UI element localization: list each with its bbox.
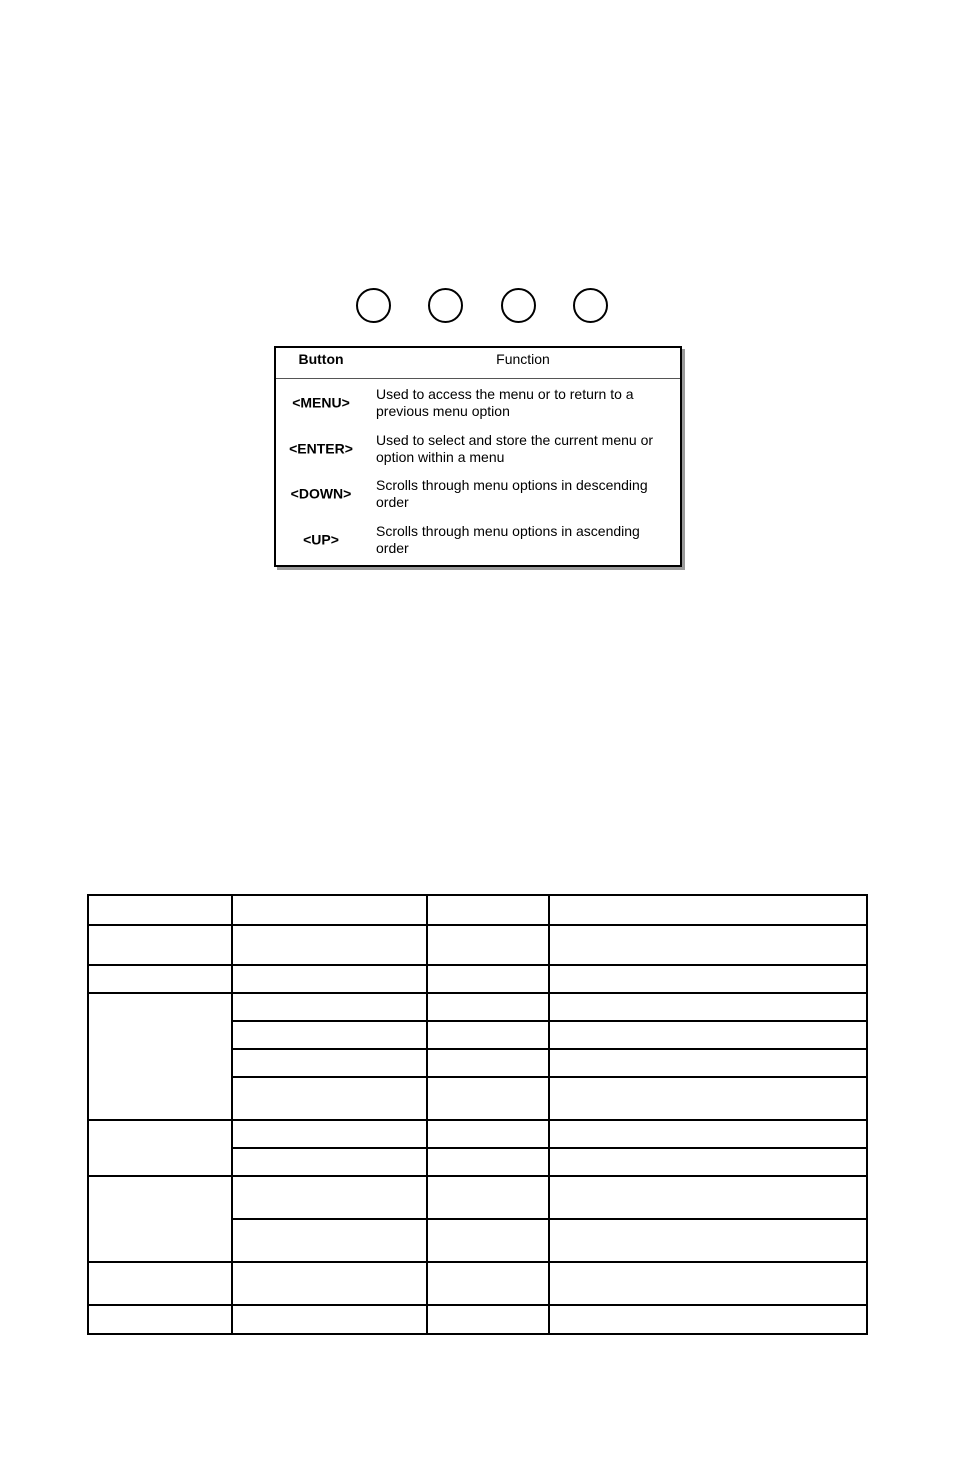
table-cell — [232, 1219, 427, 1262]
table-row — [88, 1120, 867, 1148]
button-function: Scrolls through menu options in ascending order — [376, 523, 640, 556]
table-cell — [427, 1148, 549, 1176]
table-cell — [427, 1120, 549, 1148]
table-cell — [549, 1305, 867, 1334]
table-cell — [88, 1305, 232, 1334]
empty-settings-grid — [87, 894, 868, 1335]
table-cell — [427, 925, 549, 965]
table-cell — [88, 925, 232, 965]
table-cell — [88, 965, 232, 993]
table-cell — [427, 1219, 549, 1262]
table-cell — [549, 1219, 867, 1262]
table-cell — [549, 1021, 867, 1049]
table-cell — [427, 965, 549, 993]
table-cell — [232, 965, 427, 993]
table-cell — [427, 895, 549, 925]
table-cell — [232, 1148, 427, 1176]
menu-round-button[interactable] — [356, 288, 391, 323]
button-row-down — [276, 471, 680, 517]
table-cell — [549, 1176, 867, 1219]
table-cell — [427, 1049, 549, 1077]
table-cell — [232, 1049, 427, 1077]
button-function-header — [276, 348, 680, 379]
front-panel-buttons — [356, 288, 610, 324]
table-cell — [427, 1021, 549, 1049]
table-cell — [88, 993, 232, 1120]
table-cell — [232, 1262, 427, 1305]
button-name: <ENTER> — [289, 440, 353, 457]
table-cell — [427, 1176, 549, 1219]
table-cell — [549, 1120, 867, 1148]
table-cell — [549, 1049, 867, 1077]
table-cell — [88, 895, 232, 925]
button-function: Scrolls through menu options in descending order — [376, 477, 648, 510]
table-cell — [549, 1077, 867, 1120]
table-row — [88, 1305, 867, 1334]
table-cell — [232, 895, 427, 925]
table-cell — [427, 1077, 549, 1120]
button-row-up — [276, 517, 680, 563]
table-cell — [427, 993, 549, 1021]
table-cell — [232, 1305, 427, 1334]
button-name: <UP> — [303, 531, 339, 548]
up-round-button[interactable] — [573, 288, 608, 323]
table-cell — [549, 925, 867, 965]
header-function-label: Function — [496, 351, 550, 367]
table-cell — [232, 1021, 427, 1049]
header-button-label: Button — [298, 351, 344, 367]
table-cell — [232, 993, 427, 1021]
table-row — [88, 993, 867, 1021]
button-row-menu — [276, 380, 680, 426]
button-function: Used to select and store the current menu or option within a menu — [376, 432, 654, 465]
table-cell — [232, 925, 427, 965]
table-row — [88, 1176, 867, 1219]
enter-round-button[interactable] — [428, 288, 463, 323]
table-row — [88, 925, 867, 965]
button-row-enter — [276, 426, 680, 472]
table-cell — [549, 1148, 867, 1176]
button-function-table — [274, 346, 682, 567]
table-cell — [549, 895, 867, 925]
table-cell — [88, 1176, 232, 1262]
table-cell — [549, 993, 867, 1021]
table-cell — [88, 1120, 232, 1176]
table-cell — [232, 1120, 427, 1148]
table-row — [88, 965, 867, 993]
table-cell — [427, 1262, 549, 1305]
button-function: Used to access the menu or to return to a previous menu option — [376, 386, 634, 419]
table-cell — [549, 1262, 867, 1305]
table-cell — [427, 1305, 549, 1334]
table-cell — [232, 1077, 427, 1120]
down-round-button[interactable] — [501, 288, 536, 323]
table-row — [88, 1262, 867, 1305]
button-name: <DOWN> — [290, 485, 352, 502]
table-cell — [549, 965, 867, 993]
button-name: <MENU> — [292, 394, 350, 411]
table-row — [88, 895, 867, 925]
table-cell — [88, 1262, 232, 1305]
table-cell — [232, 1176, 427, 1219]
